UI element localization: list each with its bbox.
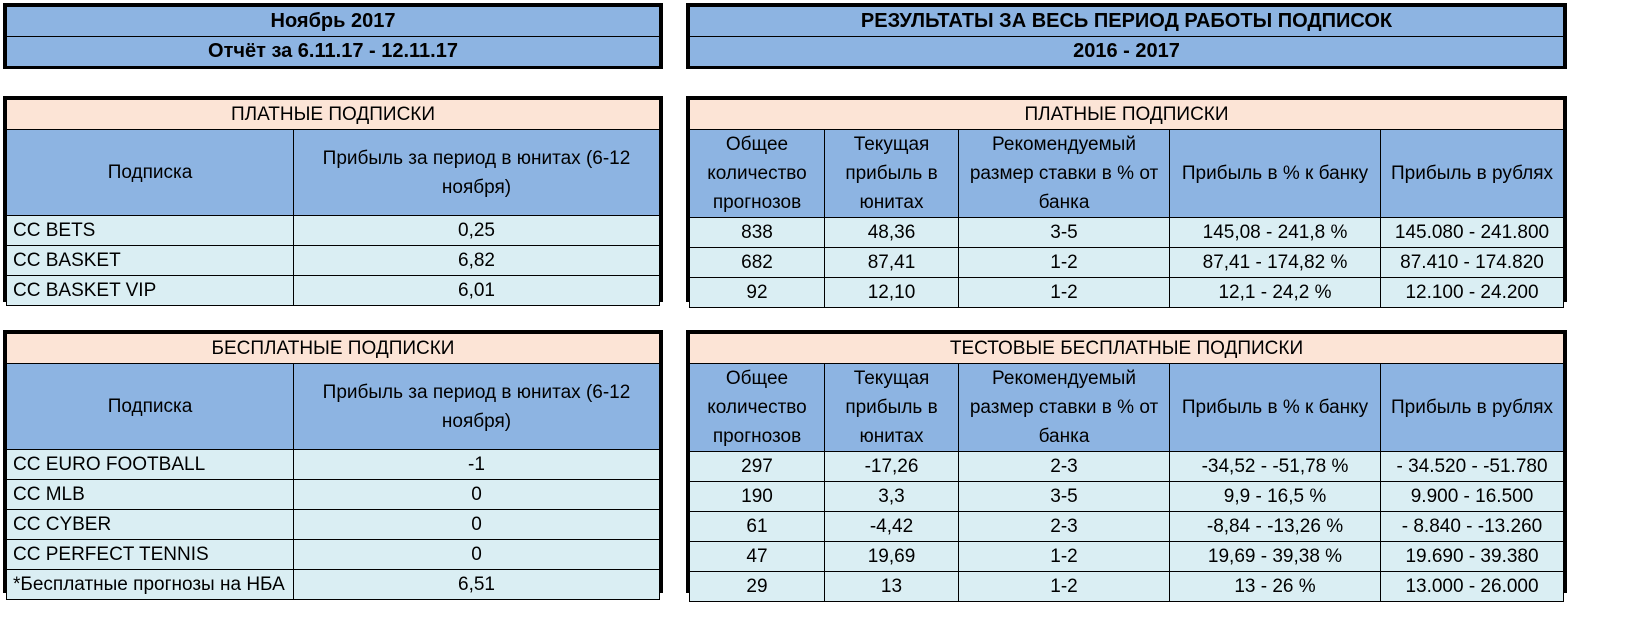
col-current-units: Текущая прибыль в юнитах: [825, 130, 959, 218]
col-period-profit: Прибыль за период в юнитах (6-12 ноября): [294, 364, 660, 450]
subscription-name: CC EURO FOOTBALL: [7, 450, 294, 480]
total-forecasts: 190: [690, 482, 825, 512]
profit-rub: 19.690 - 39.380: [1381, 542, 1564, 572]
subscription-name: CC MLB: [7, 480, 294, 510]
col-total-forecasts: Общее количество прогнозов: [690, 364, 825, 452]
results-header-block: [686, 3, 1567, 69]
total-forecasts: 682: [690, 248, 825, 278]
profit-percent: 12,1 - 24,2 %: [1170, 278, 1381, 308]
current-units: 13: [825, 572, 959, 602]
total-forecasts: 61: [690, 512, 825, 542]
profit-rub: 9.900 - 16.500: [1381, 482, 1564, 512]
period-profit: 0: [294, 510, 660, 540]
free-total-caption: ТЕСТОВЫЕ БЕСПЛАТНЫЕ ПОДПИСКИ: [690, 334, 1564, 364]
col-current-units: Текущая прибыль в юнитах: [825, 364, 959, 452]
profit-percent: 9,9 - 16,5 %: [1170, 482, 1381, 512]
recommended-stake: 2-3: [959, 512, 1170, 542]
col-profit-rub: Прибыль в рублях: [1381, 364, 1564, 452]
profit-percent: 19,69 - 39,38 %: [1170, 542, 1381, 572]
current-units: -4,42: [825, 512, 959, 542]
col-profit-rub: Прибыль в рублях: [1381, 130, 1564, 218]
paid-weekly-table: [3, 96, 663, 302]
period-profit: 6,82: [294, 246, 660, 276]
free-weekly-caption: БЕСПЛАТНЫЕ ПОДПИСКИ: [7, 334, 660, 364]
recommended-stake: 3-5: [959, 482, 1170, 512]
current-units: -17,26: [825, 452, 959, 482]
subscription-name: CC PERFECT TENNIS: [7, 540, 294, 570]
profit-percent: 87,41 - 174,82 %: [1170, 248, 1381, 278]
col-subscription: Подписка: [7, 130, 294, 216]
current-units: 3,3: [825, 482, 959, 512]
profit-percent: -34,52 - -51,78 %: [1170, 452, 1381, 482]
subscription-name: CC BETS: [7, 216, 294, 246]
free-total-table: [686, 330, 1567, 597]
paid-weekly-caption: ПЛАТНЫЕ ПОДПИСКИ: [7, 100, 660, 130]
results-years: 2016 - 2017: [690, 37, 1564, 67]
subscription-name: CC BASKET: [7, 246, 294, 276]
recommended-stake: 1-2: [959, 278, 1170, 308]
current-units: 87,41: [825, 248, 959, 278]
profit-percent: -8,84 - -13,26 %: [1170, 512, 1381, 542]
recommended-stake: 2-3: [959, 452, 1170, 482]
total-forecasts: 47: [690, 542, 825, 572]
total-forecasts: 29: [690, 572, 825, 602]
free-weekly-table: [3, 330, 663, 593]
col-recommended-stake: Рекомендуемый размер ставки в % от банка: [959, 130, 1170, 218]
current-units: 48,36: [825, 218, 959, 248]
report-header-block: [3, 3, 663, 69]
profit-rub: 12.100 - 24.200: [1381, 278, 1564, 308]
recommended-stake: 3-5: [959, 218, 1170, 248]
paid-total-table: [686, 96, 1567, 302]
period-profit: 6,01: [294, 276, 660, 306]
results-title: РЕЗУЛЬТАТЫ ЗА ВЕСЬ ПЕРИОД РАБОТЫ ПОДПИСОК: [690, 7, 1564, 37]
current-units: 19,69: [825, 542, 959, 572]
report-period-title: Отчёт за 6.11.17 - 12.11.17: [7, 37, 660, 67]
report-month-title: Ноябрь 2017: [7, 7, 660, 37]
col-profit-percent: Прибыль в % к банку: [1170, 130, 1381, 218]
period-profit: 6,51: [294, 570, 660, 600]
col-period-profit: Прибыль за период в юнитах (6-12 ноября): [294, 130, 660, 216]
total-forecasts: 297: [690, 452, 825, 482]
profit-rub: - 8.840 - -13.260: [1381, 512, 1564, 542]
col-subscription: Подписка: [7, 364, 294, 450]
recommended-stake: 1-2: [959, 572, 1170, 602]
subscription-name: CC CYBER: [7, 510, 294, 540]
total-forecasts: 92: [690, 278, 825, 308]
col-profit-percent: Прибыль в % к банку: [1170, 364, 1381, 452]
recommended-stake: 1-2: [959, 248, 1170, 278]
total-forecasts: 838: [690, 218, 825, 248]
subscription-name: CC BASKET VIP: [7, 276, 294, 306]
recommended-stake: 1-2: [959, 542, 1170, 572]
period-profit: 0: [294, 480, 660, 510]
subscription-name: *Бесплатные прогнозы на НБА: [7, 570, 294, 600]
period-profit: 0: [294, 540, 660, 570]
profit-percent: 13 - 26 %: [1170, 572, 1381, 602]
profit-rub: 87.410 - 174.820: [1381, 248, 1564, 278]
profit-rub: - 34.520 - -51.780: [1381, 452, 1564, 482]
profit-percent: 145,08 - 241,8 %: [1170, 218, 1381, 248]
col-total-forecasts: Общее количество прогнозов: [690, 130, 825, 218]
paid-total-caption: ПЛАТНЫЕ ПОДПИСКИ: [690, 100, 1564, 130]
profit-rub: 13.000 - 26.000: [1381, 572, 1564, 602]
col-recommended-stake: Рекомендуемый размер ставки в % от банка: [959, 364, 1170, 452]
profit-rub: 145.080 - 241.800: [1381, 218, 1564, 248]
current-units: 12,10: [825, 278, 959, 308]
period-profit: 0,25: [294, 216, 660, 246]
period-profit: -1: [294, 450, 660, 480]
